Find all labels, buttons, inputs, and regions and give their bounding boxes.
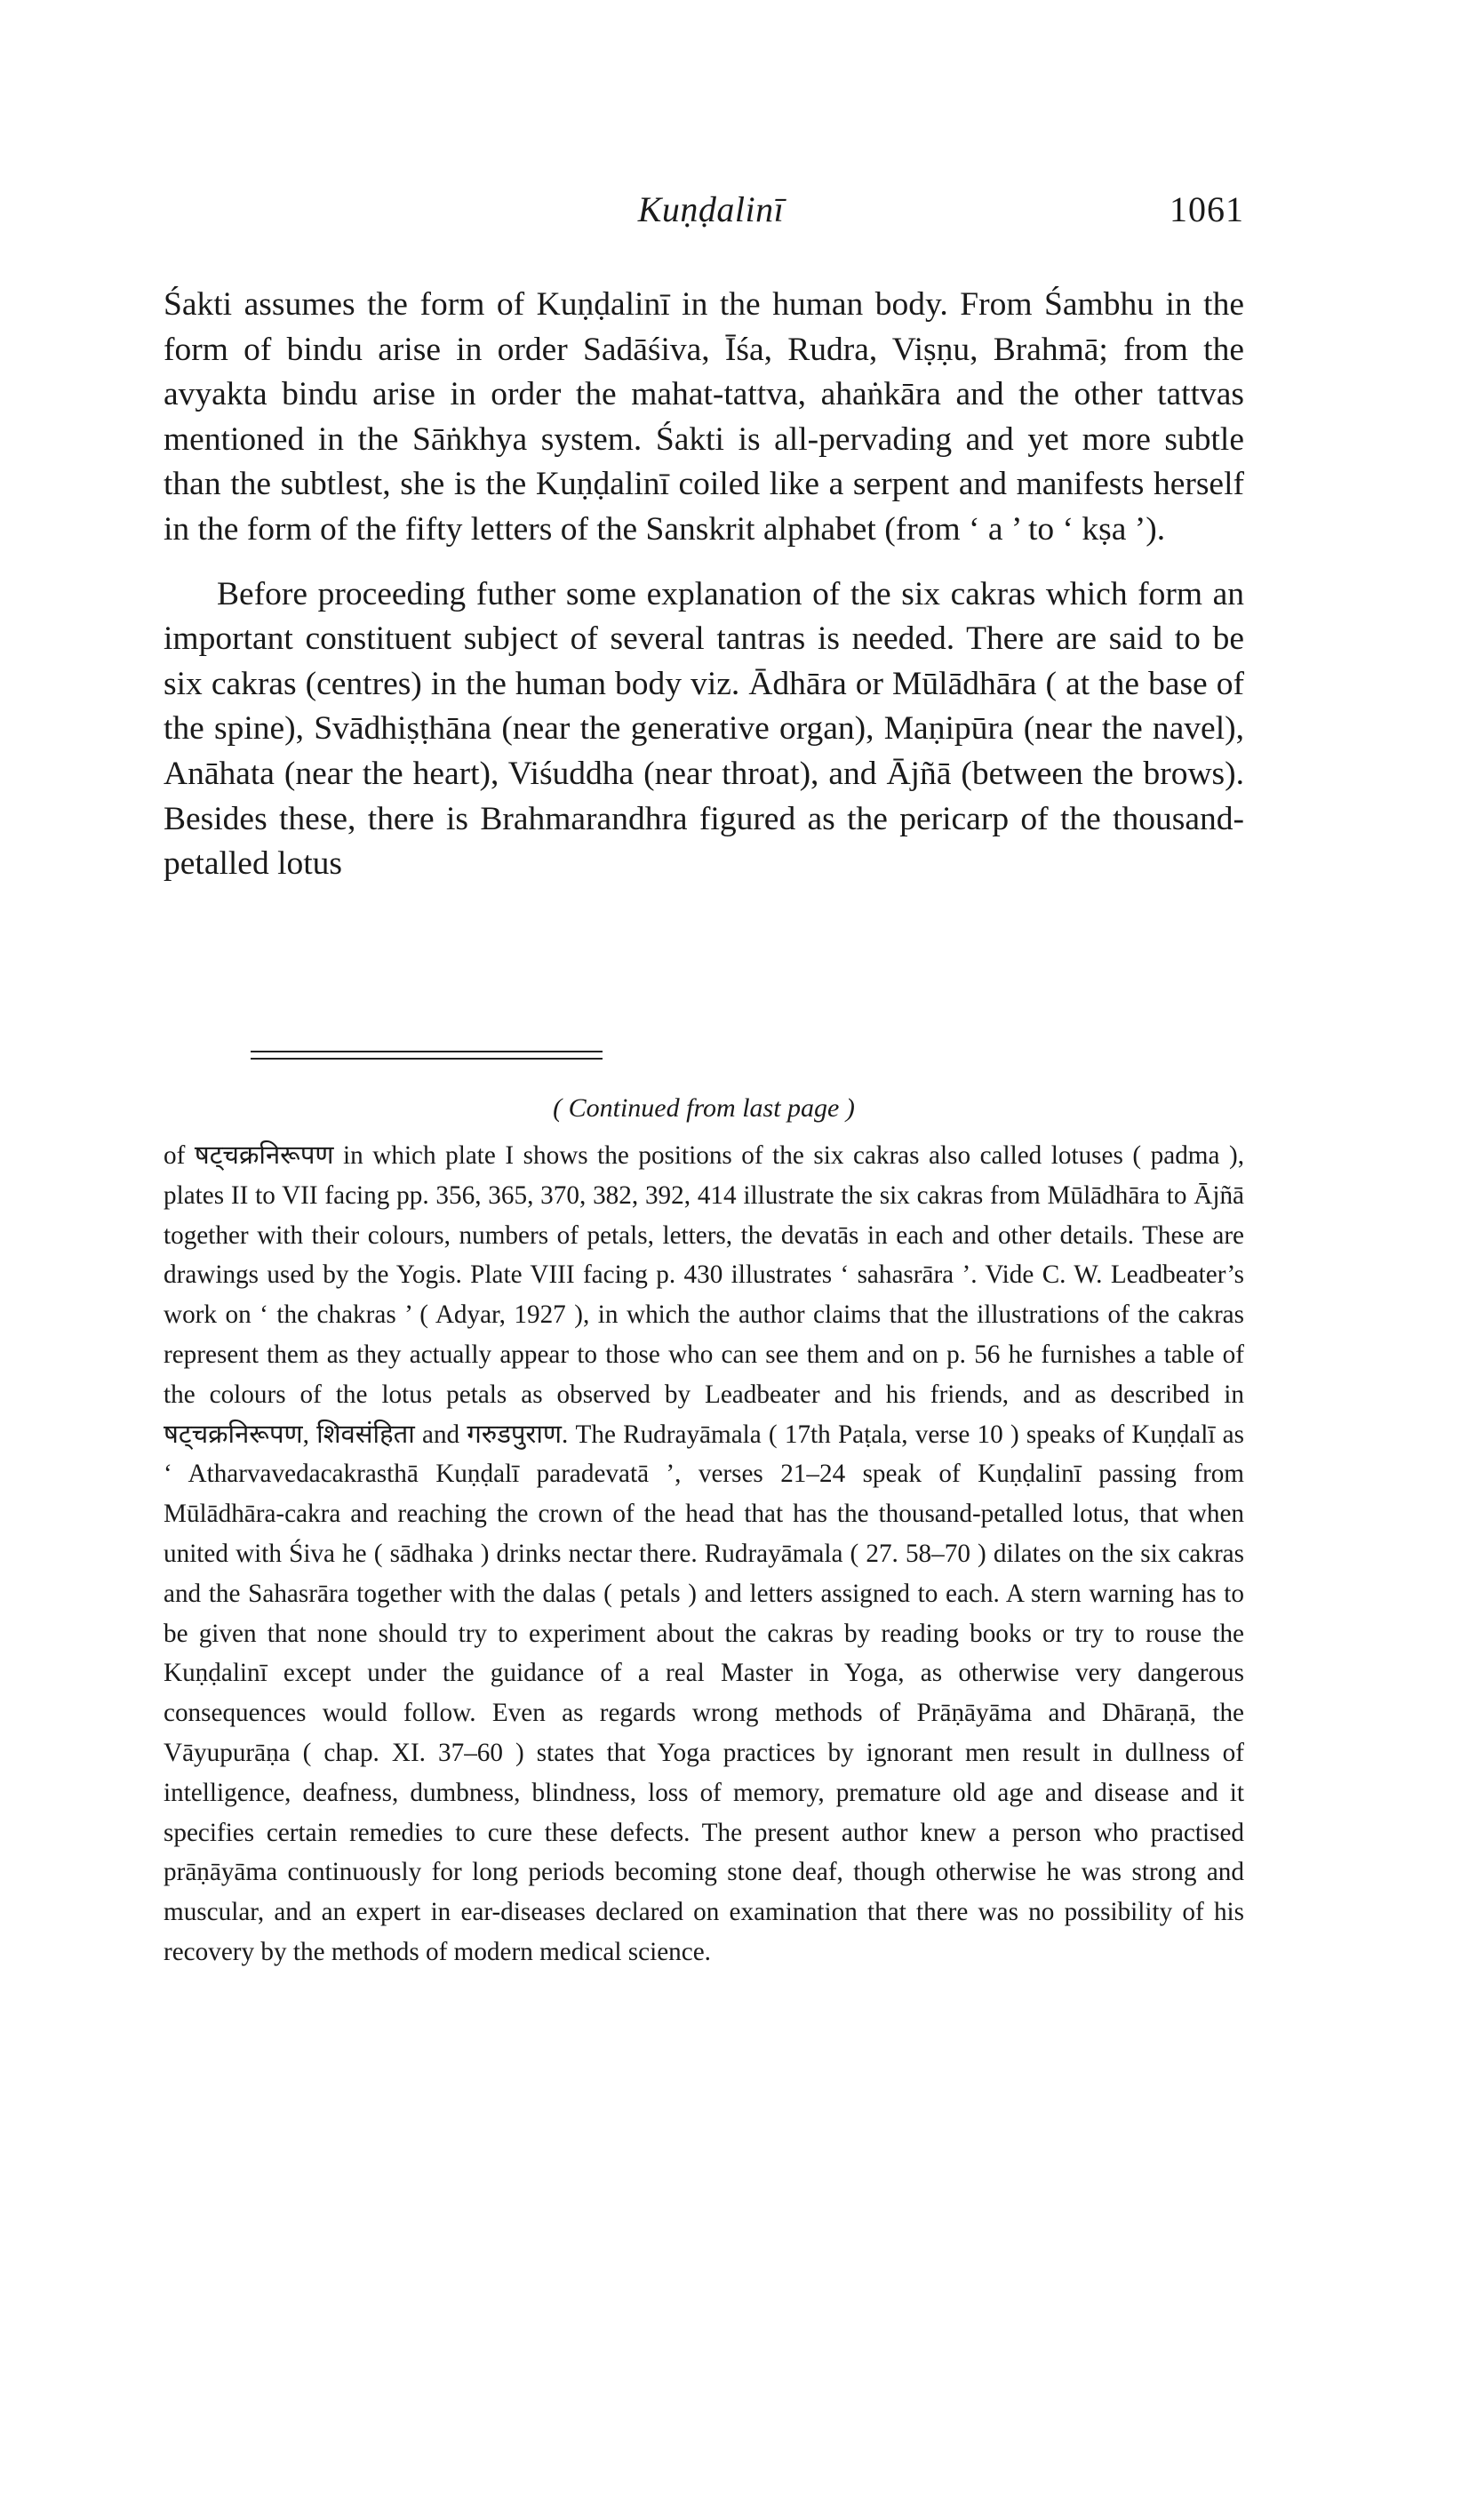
paragraph-2: Before proceeding futher some explanation of the six cakras which form an important constituent subject of several tantras is needed. There are said to be six cakras (centres) in the human body viz. Ādhāra or Mūlādhāra ( at the base of the spine), Svādhiṣṭhāna (near the generative organ), Maṇipūra (near the navel), Anāhata (near the heart), Viśuddha (near throat), and Ājñā (between the brows). Besides these, there is Brahmarandhra figured as the pericarp of the thousand-petalled lotus: [164, 575, 1244, 883]
footnote-continued-label: ( Continued from last page ): [553, 1093, 855, 1123]
footnote-divider: [251, 1051, 603, 1061]
page-number: 1061: [1170, 189, 1244, 229]
footnote: [164, 1136, 1244, 1972]
footnote-divider-line-bottom: [251, 1058, 603, 1060]
footnote-text: of षट्चक्रनिरूपण in which plate I shows the positions of the six cakras also called lotuses ( padma ), plates II to VII facing pp. 356, 365, 370, 382, 392, 414 illustrate the six cakras from Mūlādhāra to Ājñā together with their colours, numbers of petals, letters, the devatās in each and other details. These are drawings used by the Yogis. Plate VIII facing p. 430 illustrates ‘ sahasrāra ’. Vide C. W. Leadbeater’s work on ‘ the chakras ’ ( Adyar, 1927 ), in which the author claims that the illustrations of the cakras represent them as they actually appear to those who can see them and on p. 56 he furnishes a table of the colours of the lotus petals as observed by Leadbeater and his friends, and as described in षट्चक्रनिरूपण, शिवसंहिता and गरुडपुराण. The Rudrayāmala ( 17th Paṭala, verse 10 ) speaks of Kuṇḍalī as ‘ Atharvavedacakrasthā Kuṇḍalī paradevatā ’, verses 21–24 speak of Kuṇḍalinī passing from Mūlādhāra-cakra and reaching the crown of the head that has the thousand-petalled lotus, that when united with Śiva he ( sādhaka ) drinks nectar there. Rudrayāmala ( 27. 58–70 ) dilates on the six cakras and the Sahasrāra together with the dalas ( petals ) and letters assigned to each. A stern warning has to be given that none should try to experiment about the cakras by reading books or try to rouse the Kuṇḍalinī except under the guidance of a real Master in Yoga, as otherwise very dangerous consequences would follow. Even as regards wrong methods of Prāṇāyāma and Dhāraṇā, the Vāyupurāṇa ( chap. XI. 37–60 ) states that Yoga practices by ignorant men result in dullness of intelligence, deafness, dumbness, blindness, loss of memory, premature old age and disease and it specifies certain remedies to cure these defects. The present author knew a person who practised prāṇāyāma continuously for long periods becoming stone deaf, though otherwise he was strong and muscular, and an expert in ear-diseases declared on examination that there was no possibility of his recovery by the methods of modern medical science.: [164, 1141, 1244, 1966]
footnote-divider-line-top: [251, 1051, 603, 1052]
main-text: [164, 283, 1244, 887]
paragraph-1: Śakti assumes the form of Kuṇḍalinī in the human body. From Śambhu in the form of bindu arise in order Sadāśiva, Īśa, Rudra, Viṣṇu, Brahmā; from the avyakta bindu arise in order the mahat-tattva, ahaṅkāra and the other tattvas mentioned in the Sāṅkhya system. Śakti is all-pervading and yet more subtle than the subtlest, she is the Kuṇḍalinī coiled like a serpent and manifests herself in the form of the fifty letters of the Sanskrit alphabet (from ‘ a ’ to ‘ kṣa ’).: [164, 286, 1244, 548]
running-head: [178, 188, 1244, 242]
running-title: Kuṇḍalinī: [637, 189, 785, 229]
